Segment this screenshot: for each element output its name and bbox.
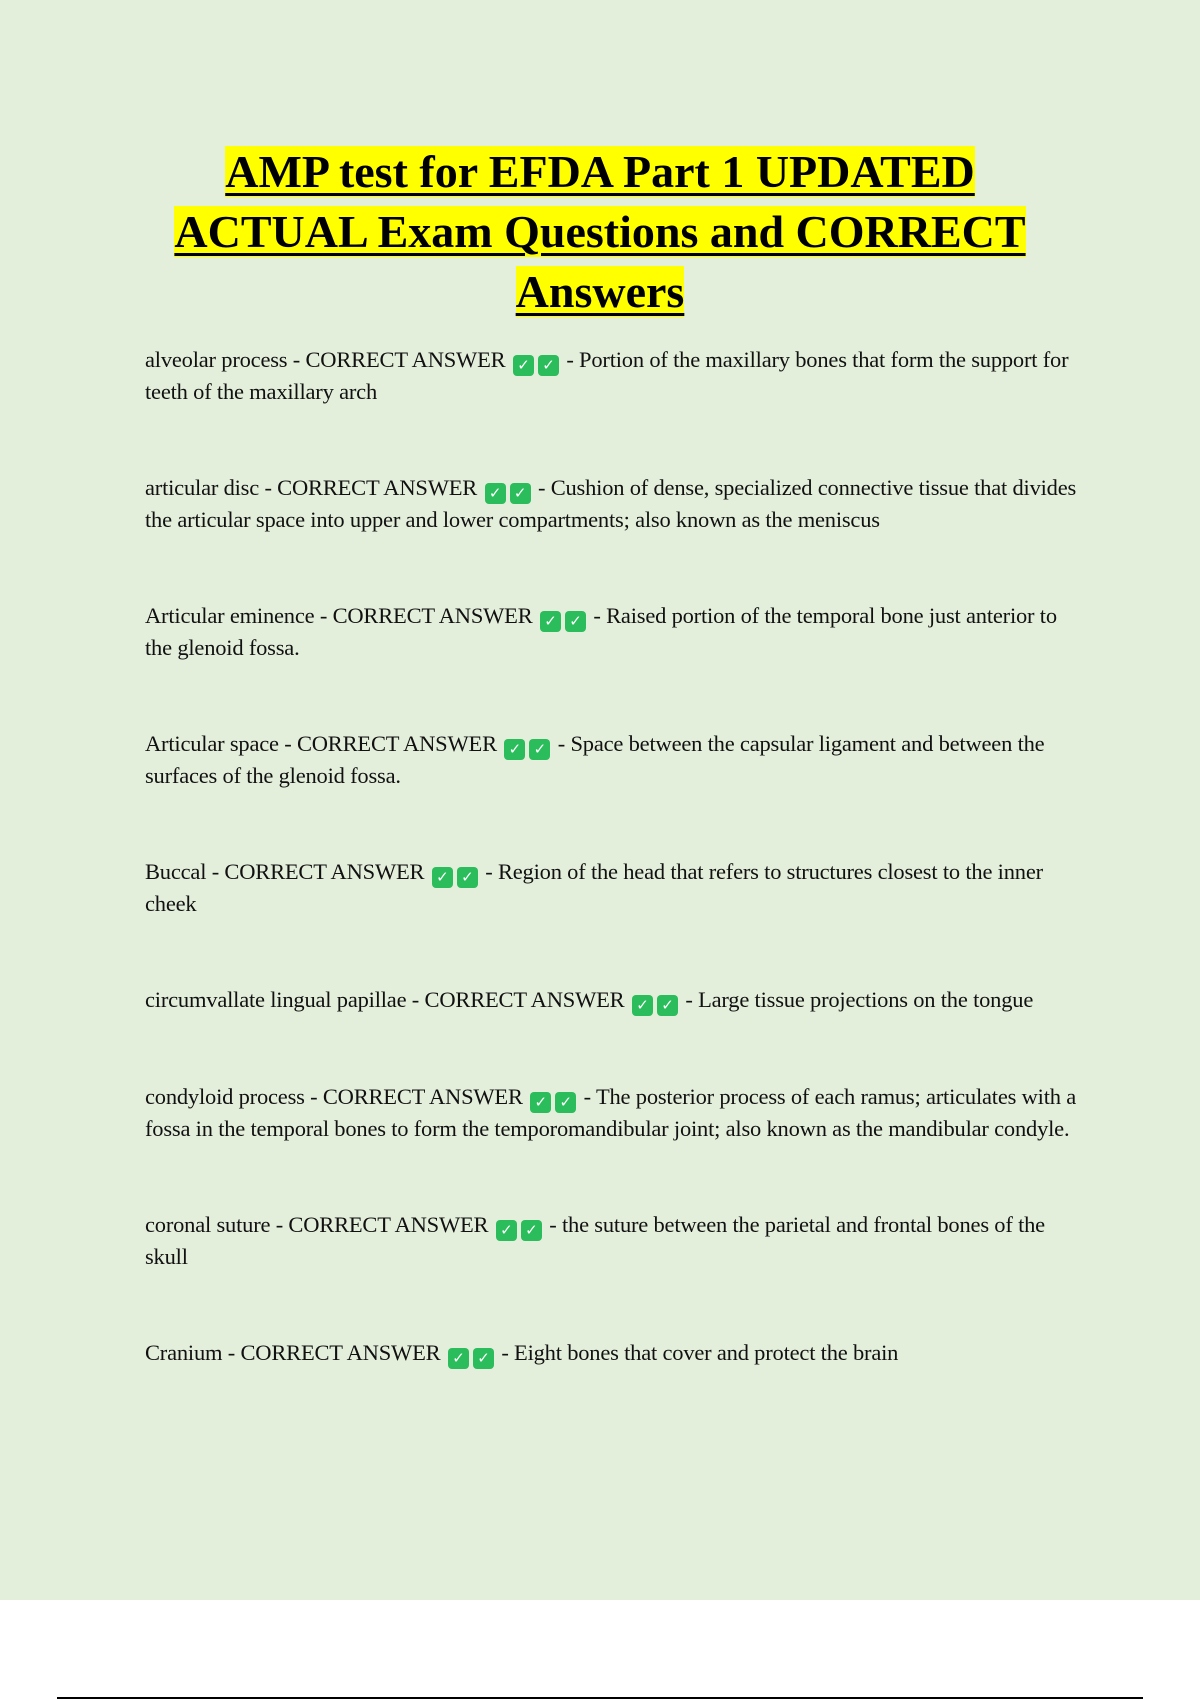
- document-title: [100, 142, 1100, 322]
- check-mark-icon: ✓: [538, 355, 559, 376]
- entry-term: Articular eminence - CORRECT ANSWER: [145, 603, 533, 628]
- entry-definition: - Eight bones that cover and protect the brain: [501, 1340, 899, 1365]
- entry-definition: - The posterior process of each ramus; articulates with a fossa in the temporal bones to form the temporomandibular joint; also known as the mandibular condyle.: [145, 1084, 1077, 1141]
- qa-entry: [145, 472, 1080, 535]
- entry-definition: - Large tissue projections on the tongue: [685, 987, 1034, 1012]
- title-line: Answers: [515, 266, 685, 317]
- footer-divider: [57, 1697, 1143, 1699]
- check-mark-icon: ✓: [485, 483, 506, 504]
- entry-definition: - Portion of the maxillary bones that form the support for teeth of the maxillary arch: [145, 347, 1069, 404]
- qa-entry: [145, 600, 1080, 663]
- entry-term: Articular space - CORRECT ANSWER: [145, 731, 497, 756]
- entry-term: circumvallate lingual papillae - CORRECT ANSWER: [145, 987, 625, 1012]
- check-mark-icon: ✓: [473, 1348, 494, 1369]
- check-mark-icon: ✓: [565, 611, 586, 632]
- entry-term: alveolar process - CORRECT ANSWER: [145, 347, 506, 372]
- check-mark-icon: ✓: [521, 1220, 542, 1241]
- check-mark-icon: ✓: [510, 483, 531, 504]
- check-mark-icon: ✓: [513, 355, 534, 376]
- entry-term: coronal suture - CORRECT ANSWER: [145, 1212, 489, 1237]
- entry-term: Cranium - CORRECT ANSWER: [145, 1340, 441, 1365]
- check-mark-icon: ✓: [632, 995, 653, 1016]
- entry-definition: - the suture between the parietal and frontal bones of the skull: [145, 1212, 1045, 1269]
- qa-entry: [145, 856, 1080, 919]
- check-mark-icon: ✓: [657, 995, 678, 1016]
- check-mark-icon: ✓: [555, 1092, 576, 1113]
- check-mark-icon: ✓: [504, 739, 525, 760]
- check-mark-icon: ✓: [448, 1348, 469, 1369]
- entry-definition: - Raised portion of the temporal bone just anterior to the glenoid fossa.: [145, 603, 1057, 660]
- entry-term: condyloid process - CORRECT ANSWER: [145, 1084, 523, 1109]
- entry-definition: - Region of the head that refers to structures closest to the inner cheek: [145, 859, 1043, 916]
- entry-term: articular disc - CORRECT ANSWER: [145, 475, 478, 500]
- entry-term: Buccal - CORRECT ANSWER: [145, 859, 425, 884]
- check-mark-icon: ✓: [457, 867, 478, 888]
- qa-entry: [145, 1209, 1080, 1272]
- check-mark-icon: ✓: [432, 867, 453, 888]
- entry-definition: - Cushion of dense, specialized connective tissue that divides the articular space into upper and lower compartments; also known as the meniscus: [145, 475, 1077, 532]
- check-mark-icon: ✓: [530, 1092, 551, 1113]
- title-line: ACTUAL Exam Questions and CORRECT: [174, 206, 1026, 257]
- title-line: AMP test for EFDA Part 1 UPDATED: [225, 146, 975, 197]
- check-mark-icon: ✓: [540, 611, 561, 632]
- qa-entry: [145, 728, 1080, 791]
- qa-entry: [145, 1081, 1080, 1144]
- qa-entry: [145, 984, 1080, 1016]
- qa-entry: [145, 344, 1080, 407]
- qa-list: [145, 344, 1080, 1369]
- check-mark-icon: ✓: [529, 739, 550, 760]
- entry-definition: - Space between the capsular ligament and between the surfaces of the glenoid fossa.: [145, 731, 1045, 788]
- check-mark-icon: ✓: [496, 1220, 517, 1241]
- qa-entry: [145, 1337, 1080, 1369]
